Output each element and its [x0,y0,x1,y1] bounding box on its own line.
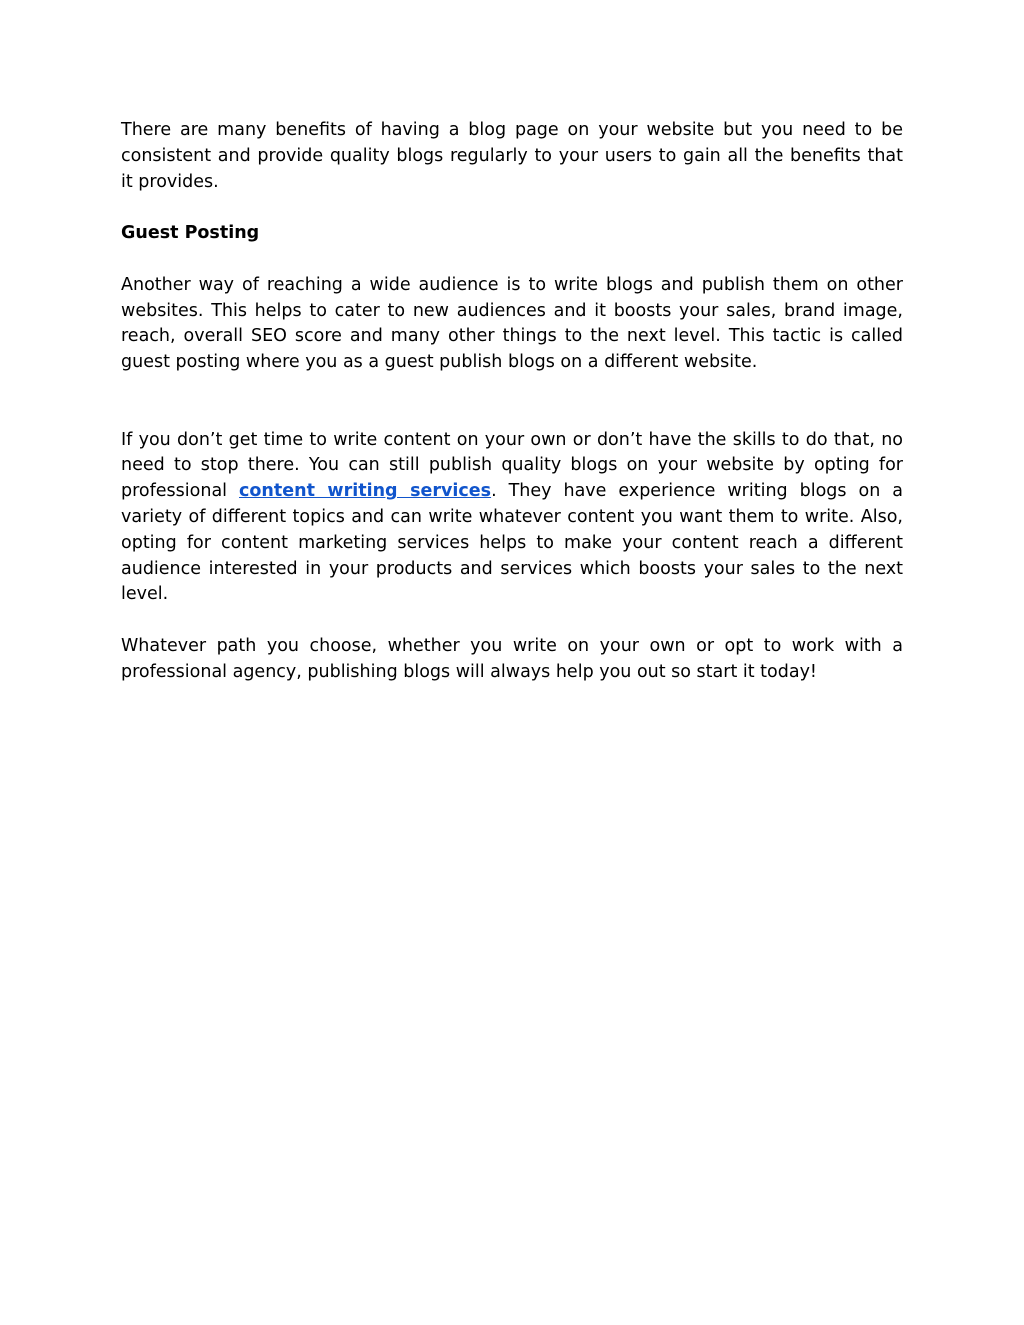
guest-posting-paragraph: Another way of reaching a wide audience is to write blogs and publish them on other websites. This helps to cater to new audiences and it boosts your sales, brand image, reach, overall SEO score and many other things to the next level. This tactic is called guest posting where you as a guest publish blogs on a different website. [121,274,903,373]
guest-posting-heading: Guest Posting [121,223,260,244]
content-writing-services-link[interactable]: content writing services [239,481,492,502]
document-body [121,118,903,711]
blank-line [121,402,903,428]
closing-paragraph: Whatever path you choose, whether you write on your own or opt to work with a professional agency, publishing blogs will always help you out so start it today! [121,635,903,682]
services-paragraph [121,428,903,609]
services-text-after-link: . They have experience writing blogs on a variety of different topics and can write whatever content you want them to write. Also, opting for content marketing services helps to make your content reach a different audience interested in your products and services which boosts your sales to the next level. [121,481,903,605]
services-text-before-link: If you don’t get time to write content on your own or don’t have the skills to do that, no need to stop there. You can still publish quality blogs on your website by opting for professional [121,429,903,502]
intro-paragraph: There are many benefits of having a blog page on your website but you need to be consistent and provide quality blogs regularly to your users to gain all the benefits that it provides. [121,120,903,192]
